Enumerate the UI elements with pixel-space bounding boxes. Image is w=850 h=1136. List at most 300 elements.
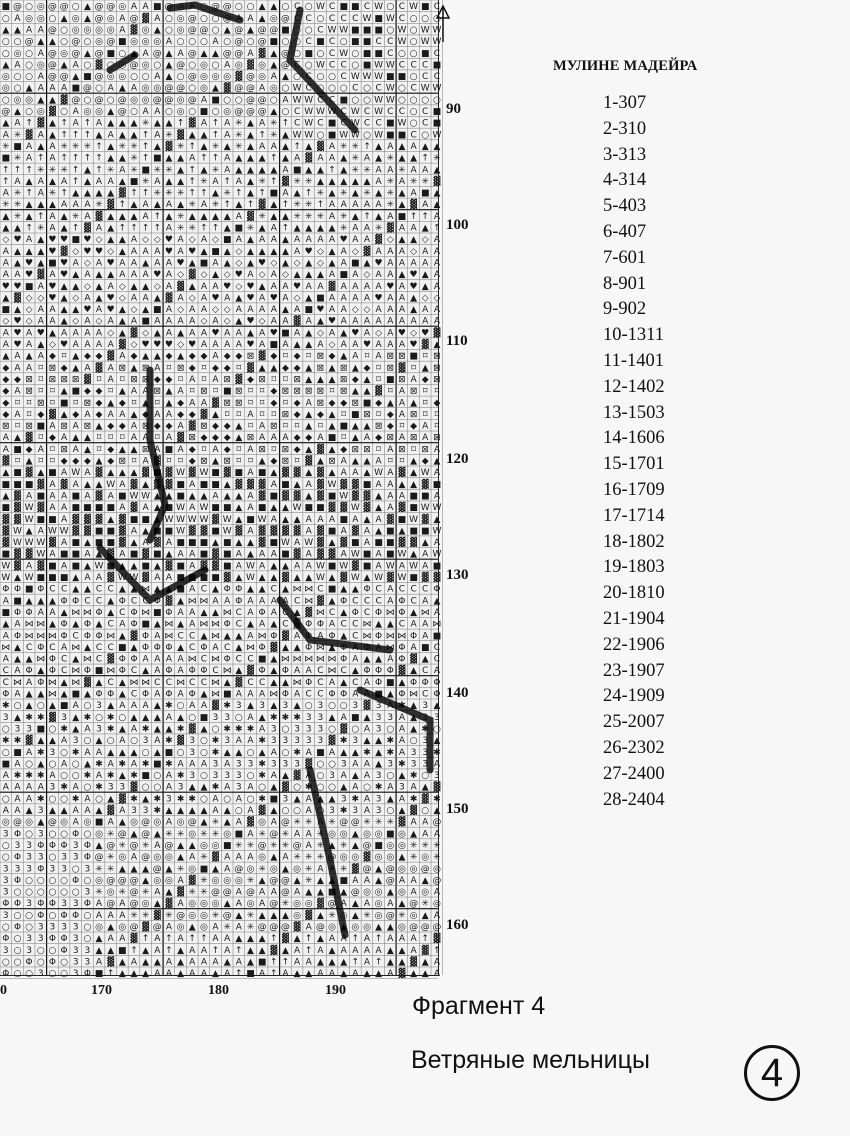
- stitch-symbol: ◆: [212, 433, 219, 444]
- column-label: 180: [208, 983, 229, 998]
- stitch-symbol: ◎: [83, 107, 92, 117]
- stitch-symbol: ♥: [83, 235, 92, 246]
- stitch-symbol: 3: [434, 712, 440, 723]
- stitch-symbol: ▲: [247, 957, 254, 968]
- stitch-symbol: ▓: [258, 526, 266, 537]
- stitch-symbol: A: [224, 945, 231, 956]
- stitch-symbol: ○: [1, 724, 10, 735]
- stitch-symbol: ○: [48, 759, 57, 770]
- stitch-symbol: ◆: [60, 456, 68, 467]
- stitch-symbol: ⋈: [292, 654, 302, 665]
- stitch-symbol: ✳: [188, 200, 196, 211]
- stitch-symbol: ▲: [316, 165, 324, 176]
- stitch-symbol: ✳: [141, 176, 150, 187]
- stitch-symbol: ✳: [165, 165, 173, 176]
- stitch-symbol: ▲: [142, 957, 150, 968]
- stitch-symbol: 3: [72, 957, 79, 968]
- stitch-symbol: @: [269, 875, 279, 886]
- stitch-symbol: A: [363, 153, 371, 164]
- stitch-symbol: Φ: [107, 689, 115, 700]
- stitch-symbol: ◎: [223, 107, 232, 117]
- stitch-symbol: ▲: [316, 934, 324, 945]
- stitch-symbol: ▲: [153, 899, 161, 910]
- stitch-symbol: ▲: [83, 538, 91, 548]
- stitch-symbol: ▲: [340, 351, 348, 362]
- stitch-symbol: ✳: [141, 841, 150, 851]
- stitch-symbol: ■: [362, 398, 372, 409]
- stitch-symbol: W: [13, 526, 22, 537]
- stitch-symbol: ⋈: [141, 608, 151, 618]
- stitch-symbol: ▓: [25, 468, 33, 479]
- stitch-symbol: ⌑: [422, 386, 428, 397]
- stitch-symbol: A: [235, 736, 242, 747]
- stitch-symbol: @: [152, 95, 162, 106]
- stitch-symbol: A: [328, 305, 336, 316]
- stitch-symbol: ▲: [37, 258, 45, 269]
- stitch-symbol: ■: [1, 479, 11, 490]
- stitch-symbol: ■: [1, 503, 11, 514]
- stitch-symbol: A: [212, 491, 219, 502]
- stitch-symbol: A: [119, 165, 126, 176]
- stitch-symbol: ⋈: [187, 654, 197, 665]
- stitch-symbol: ▲: [328, 841, 336, 851]
- stitch-symbol: ■: [129, 176, 139, 187]
- stitch-symbol: ○: [60, 107, 69, 117]
- stitch-symbol: ▓: [37, 479, 45, 490]
- stitch-symbol: ⌑: [178, 456, 183, 467]
- stitch-symbol: ✳: [386, 153, 395, 164]
- stitch-symbol: A: [37, 444, 44, 455]
- stitch-symbol: ▲: [328, 642, 336, 653]
- stitch-symbol: ⋈: [36, 619, 46, 630]
- stitch-symbol: @: [234, 48, 244, 59]
- stitch-symbol: ▲: [153, 829, 161, 840]
- stitch-symbol: ▲: [270, 363, 278, 374]
- stitch-symbol: ⌑: [38, 386, 44, 397]
- stitch-symbol: ▓: [328, 549, 336, 560]
- stitch-symbol: ↑: [351, 957, 360, 968]
- stitch-symbol: ▲: [235, 433, 243, 444]
- stitch-symbol: A: [154, 654, 161, 665]
- stitch-symbol: C: [317, 118, 324, 129]
- stitch-symbol: ▲: [153, 957, 161, 968]
- stitch-symbol: A: [189, 945, 196, 956]
- stitch-symbol: A: [61, 561, 68, 572]
- stitch-symbol: Φ: [37, 910, 45, 921]
- stitch-symbol: @: [164, 95, 174, 106]
- stitch-symbol: ▲: [316, 875, 324, 886]
- stitch-symbol: Φ: [72, 875, 80, 886]
- stitch-symbol: @: [164, 841, 174, 851]
- stitch-symbol: ▲: [188, 281, 196, 292]
- stitch-symbol: ▓: [328, 736, 336, 747]
- stitch-symbol: ○: [421, 771, 430, 781]
- stitch-symbol: A: [247, 596, 254, 607]
- stitch-symbol: ▲: [398, 200, 406, 211]
- stitch-symbol: Φ: [60, 631, 68, 642]
- stitch-symbol: A: [212, 374, 219, 385]
- stitch-symbol: ✳: [235, 841, 243, 851]
- stitch-symbol: A: [247, 736, 254, 747]
- stitch-symbol: @: [222, 887, 232, 898]
- stitch-symbol: ▲: [188, 922, 196, 933]
- stitch-symbol: A: [433, 258, 440, 269]
- stitch-symbol: ▲: [340, 957, 348, 968]
- stitch-symbol: A: [387, 654, 394, 665]
- stitch-symbol: ■: [374, 25, 383, 36]
- stitch-symbol: ▓: [421, 479, 429, 490]
- stitch-symbol: ✱: [339, 806, 348, 816]
- stitch-symbol: A: [398, 386, 405, 397]
- stitch-symbol: ▓: [25, 549, 33, 560]
- stitch-symbol: @: [257, 95, 267, 106]
- stitch-symbol: ○: [60, 875, 69, 886]
- stitch-symbol: A: [107, 176, 114, 187]
- stitch-symbol: A: [130, 852, 138, 863]
- stitch-symbol: A: [235, 689, 242, 700]
- stitch-symbol: ↑: [421, 153, 429, 164]
- stitch-symbol: A: [177, 689, 184, 700]
- stitch-symbol: A: [26, 794, 33, 805]
- stitch-symbol: 3: [410, 747, 417, 758]
- stitch-symbol: ▲: [340, 165, 348, 176]
- stitch-symbol: ◎: [258, 817, 267, 828]
- stitch-symbol: Φ: [60, 910, 68, 921]
- stitch-symbol: @: [362, 841, 372, 851]
- stitch-symbol: ◎: [199, 60, 208, 71]
- stitch-symbol: A: [387, 258, 394, 269]
- stitch-symbol: ⊠: [293, 386, 301, 397]
- stitch-symbol: ▲: [130, 281, 138, 292]
- stitch-symbol: ▲: [398, 945, 406, 956]
- stitch-symbol: ▓: [258, 351, 266, 362]
- stitch-symbol: ■: [362, 60, 372, 71]
- stitch-symbol: A: [130, 724, 138, 735]
- stitch-symbol: A: [224, 60, 231, 71]
- stitch-symbol: A: [422, 316, 429, 327]
- stitch-symbol: ▲: [118, 724, 126, 735]
- stitch-symbol: @: [152, 864, 162, 875]
- stitch-symbol: ■: [281, 479, 290, 490]
- stitch-symbol: ▲: [386, 945, 394, 956]
- stitch-symbol: ◎: [130, 817, 138, 828]
- stitch-symbol: ▲: [60, 281, 68, 292]
- stitch-symbol: ▓: [270, 526, 278, 537]
- stitch-symbol: ■: [24, 584, 34, 595]
- stitch-symbol: @: [280, 60, 290, 71]
- stitch-symbol: ✳: [13, 153, 22, 164]
- stitch-symbol: ■: [176, 538, 185, 548]
- stitch-symbol: ▲: [375, 211, 383, 222]
- stitch-symbol: ◇: [212, 235, 219, 246]
- stitch-symbol: 3: [107, 782, 114, 793]
- stitch-symbol: ▲: [375, 654, 383, 665]
- stitch-symbol: ▲: [433, 456, 441, 467]
- stitch-symbol: W: [176, 503, 186, 514]
- stitch-symbol: ◇: [118, 281, 126, 292]
- stitch-symbol: ■: [106, 561, 115, 572]
- stitch-symbol: Φ: [83, 852, 91, 863]
- stitch-symbol: ■: [13, 142, 22, 152]
- stitch-symbol: Φ: [375, 677, 383, 688]
- stitch-symbol: ✳: [409, 176, 418, 187]
- stitch-symbol: ○: [409, 13, 418, 24]
- stitch-symbol: ✳: [176, 211, 185, 222]
- stitch-symbol: @: [47, 25, 57, 36]
- stitch-symbol: ⌑: [434, 421, 440, 432]
- stitch-symbol: ◇: [200, 270, 208, 281]
- stitch-symbol: ○: [316, 72, 325, 83]
- stitch-symbol: A: [375, 270, 382, 281]
- stitch-symbol: ▓: [340, 573, 348, 583]
- stitch-symbol: ⊠: [386, 433, 395, 444]
- stitch-symbol: ▲: [130, 538, 138, 548]
- stitch-symbol: ⌑: [38, 363, 44, 374]
- stitch-symbol: ■: [409, 491, 418, 502]
- stitch-symbol: Φ: [48, 899, 56, 910]
- stitch-symbol: A: [294, 957, 301, 968]
- stitch-symbol: ◆: [118, 398, 126, 409]
- stitch-symbol: ♥: [188, 340, 197, 350]
- stitch-symbol: ○: [48, 724, 57, 735]
- stitch-symbol: ✱: [37, 747, 45, 758]
- stitch-symbol: ○: [199, 747, 208, 758]
- stitch-symbol: ○: [13, 887, 22, 898]
- stitch-symbol: A: [375, 456, 382, 467]
- stitch-symbol: ✳: [328, 864, 336, 875]
- stitch-symbol: ○: [118, 48, 127, 59]
- stitch-symbol: ▓: [235, 374, 243, 385]
- stitch-symbol: ◎: [95, 25, 103, 36]
- stitch-symbol: ♥: [269, 293, 278, 304]
- stitch-symbol: ○: [36, 875, 45, 886]
- stitch-symbol: C: [282, 608, 289, 618]
- stitch-symbol: ■: [211, 246, 220, 257]
- stitch-symbol: ▲: [375, 875, 383, 886]
- stitch-symbol: W: [176, 526, 186, 537]
- stitch-symbol: ▲: [212, 409, 219, 420]
- stitch-symbol: 3: [2, 864, 9, 875]
- stitch-symbol: W: [397, 549, 407, 560]
- stitch-symbol: A: [352, 223, 359, 234]
- stitch-symbol: A: [305, 398, 312, 409]
- stitch-symbol: ◎: [95, 107, 103, 117]
- stitch-symbol: Φ: [72, 829, 80, 840]
- stitch-symbol: ♥: [362, 340, 372, 350]
- stitch-symbol: 3: [282, 759, 289, 770]
- stitch-symbol: C: [258, 677, 266, 688]
- stitch-symbol: ○: [409, 48, 418, 59]
- stitch-symbol: ⌑: [271, 374, 277, 385]
- stitch-symbol: A: [363, 875, 371, 886]
- stitch-symbol: 3: [375, 794, 382, 805]
- stitch-symbol: ▓: [363, 503, 371, 514]
- stitch-symbol: ✱: [130, 771, 138, 781]
- stitch-symbol: Φ: [398, 689, 406, 700]
- stitch-symbol: ◎: [234, 60, 243, 71]
- stitch-symbol: A: [95, 957, 103, 968]
- stitch-symbol: ▲: [60, 409, 68, 420]
- stitch-symbol: Φ: [340, 689, 348, 700]
- stitch-symbol: ▓: [83, 223, 91, 234]
- stitch-symbol: ▲: [25, 701, 33, 712]
- stitch-symbol: ♥: [164, 235, 173, 246]
- stitch-symbol: ⋈: [24, 619, 34, 630]
- stitch-symbol: ▓: [258, 48, 266, 59]
- stitch-symbol: ▲: [258, 13, 266, 24]
- stitch-symbol: ○: [1, 957, 10, 968]
- stitch-symbol: ⊠: [316, 398, 325, 409]
- stitch-symbol: ■: [199, 258, 209, 269]
- stitch-symbol: ⊠: [37, 398, 45, 409]
- stitch-symbol: ▲: [2, 491, 10, 502]
- stitch-symbol: A: [294, 561, 301, 572]
- stitch-symbol: ▲: [328, 468, 336, 479]
- stitch-symbol: ⊠: [141, 444, 150, 455]
- stitch-symbol: ⊠: [316, 351, 325, 362]
- stitch-symbol: ▲: [25, 176, 33, 187]
- stitch-symbol: Φ: [258, 608, 266, 618]
- stitch-symbol: 3: [2, 829, 9, 840]
- stitch-symbol: ▲: [351, 421, 359, 432]
- stitch-symbol: ▲: [281, 246, 289, 257]
- stitch-symbol: A: [165, 37, 172, 48]
- stitch-symbol: ✳: [339, 211, 348, 222]
- stitch-symbol: ■: [269, 491, 279, 502]
- stitch-symbol: A: [422, 258, 429, 269]
- stitch-symbol: ♥: [106, 305, 115, 316]
- stitch-symbol: ▓: [281, 526, 289, 537]
- stitch-symbol: A: [235, 794, 242, 805]
- stitch-symbol: ▲: [293, 573, 301, 583]
- stitch-symbol: ♥: [106, 258, 115, 269]
- stitch-symbol: ▲: [363, 374, 371, 385]
- stitch-symbol: A: [259, 433, 266, 444]
- stitch-symbol: ○: [1, 794, 10, 805]
- stitch-symbol: A: [84, 409, 91, 420]
- stitch-symbol: ■: [386, 72, 395, 83]
- stitch-symbol: ⌑: [329, 386, 335, 397]
- stitch-symbol: ■: [351, 538, 360, 548]
- stitch-symbol: ◎: [269, 864, 278, 875]
- stitch-symbol: A: [247, 712, 254, 723]
- stitch-symbol: ■: [281, 328, 290, 339]
- stitch-symbol: A: [119, 270, 126, 281]
- stitch-symbol: @: [280, 48, 290, 59]
- stitch-symbol: C: [363, 608, 371, 618]
- stitch-symbol: A: [270, 817, 277, 828]
- stitch-symbol: ■: [118, 491, 127, 502]
- stitch-symbol: ○: [316, 83, 325, 94]
- stitch-symbol: ◎: [1, 817, 10, 828]
- stitch-symbol: ▓: [270, 642, 278, 653]
- stitch-symbol: ▲: [235, 293, 243, 304]
- stitch-symbol: ○: [293, 782, 302, 793]
- stitch-symbol: A: [2, 654, 9, 665]
- stitch-symbol: ◎: [106, 72, 115, 83]
- stitch-symbol: ▲: [130, 363, 138, 374]
- stitch-symbol: ⌑: [259, 409, 265, 420]
- stitch-symbol: ▲: [281, 211, 289, 222]
- stitch-symbol: ▲: [118, 444, 126, 455]
- stitch-symbol: C: [352, 677, 359, 688]
- stitch-symbol: ♥: [211, 293, 220, 304]
- thread-legend-list: [603, 91, 665, 813]
- stitch-symbol: ■: [199, 864, 209, 875]
- stitch-symbol: ▓: [177, 130, 185, 141]
- stitch-symbol: ▲: [95, 456, 103, 467]
- stitch-symbol: ◇: [258, 270, 266, 281]
- stitch-symbol: A: [200, 701, 207, 712]
- stitch-symbol: ▲: [118, 211, 126, 222]
- stitch-symbol: ↑: [374, 957, 383, 968]
- stitch-symbol: A: [177, 934, 184, 945]
- stitch-symbol: ▲: [281, 142, 289, 152]
- stitch-symbol: ▲: [340, 887, 348, 898]
- stitch-symbol: @: [234, 25, 244, 36]
- stitch-symbol: ◆: [95, 398, 103, 409]
- stitch-symbol: @: [385, 864, 395, 875]
- stitch-symbol: ⋈: [211, 654, 220, 665]
- stitch-symbol: A: [49, 316, 56, 327]
- stitch-symbol: ◇: [83, 281, 91, 292]
- stitch-symbol: C: [375, 37, 382, 48]
- stitch-symbol: ▲: [37, 246, 45, 257]
- stitch-symbol: 3: [131, 806, 137, 816]
- stitch-symbol: ▲: [410, 829, 418, 840]
- stitch-symbol: ○: [130, 72, 138, 83]
- column-label: 170: [91, 983, 112, 998]
- stitch-symbol: C: [189, 642, 196, 653]
- stitch-symbol: A: [224, 934, 231, 945]
- stitch-symbol: ♥: [188, 246, 197, 257]
- stitch-symbol: ○: [106, 60, 115, 71]
- stitch-symbol: A: [387, 503, 394, 514]
- stitch-symbol: ◆: [83, 456, 91, 467]
- stitch-symbol: ▓: [410, 957, 418, 968]
- stitch-symbol: 3: [282, 701, 289, 712]
- stitch-symbol: ▲: [37, 37, 45, 48]
- stitch-symbol: @: [280, 817, 290, 828]
- stitch-symbol: ■: [386, 130, 395, 141]
- stitch-symbol: A: [165, 409, 172, 420]
- stitch-symbol: ▲: [270, 48, 278, 59]
- stitch-symbol: ◆: [247, 374, 254, 385]
- stitch-symbol: A: [387, 479, 394, 490]
- stitch-symbol: Φ: [398, 642, 406, 653]
- stitch-symbol: ⊠: [386, 351, 395, 362]
- stitch-symbol: ▲: [107, 142, 115, 152]
- stitch-symbol: ▲: [421, 957, 429, 968]
- stitch-symbol: ⋈: [409, 689, 419, 700]
- stitch-symbol: A: [328, 270, 336, 281]
- stitch-symbol: A: [352, 689, 359, 700]
- stitch-symbol: ▓: [14, 293, 21, 304]
- stitch-symbol: A: [72, 817, 79, 828]
- stitch-symbol: ▲: [375, 759, 383, 770]
- stitch-symbol: A: [95, 899, 103, 910]
- stitch-symbol: ▲: [48, 200, 56, 211]
- stitch-symbol: ▲: [247, 188, 254, 199]
- stitch-symbol: Φ: [118, 654, 126, 665]
- stitch-symbol: A: [119, 351, 126, 362]
- stitch-symbol: ◎: [106, 25, 115, 36]
- stitch-symbol: ▲: [340, 584, 348, 595]
- stitch-symbol: A: [26, 677, 33, 688]
- stitch-symbol: ⌑: [434, 386, 440, 397]
- stitch-symbol: ○: [13, 701, 22, 712]
- stitch-symbol: W: [374, 2, 384, 13]
